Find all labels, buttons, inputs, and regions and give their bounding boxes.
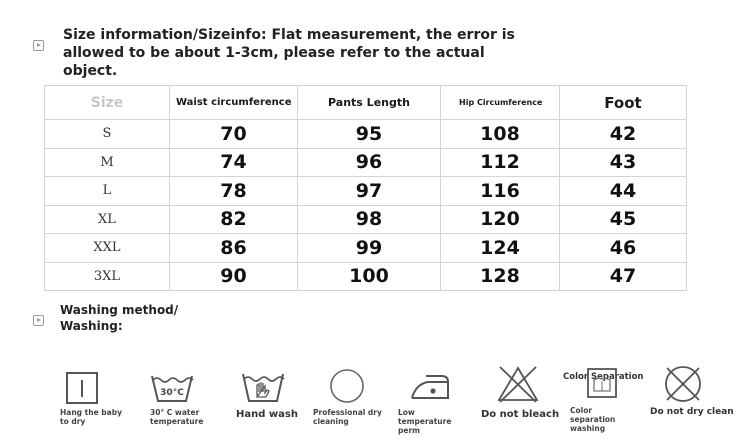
waist-cell: 78 xyxy=(170,177,298,206)
wash-temp-text: 30°C xyxy=(160,388,184,398)
low-temperature-iron-icon xyxy=(408,370,452,404)
foot-cell: 42 xyxy=(560,120,687,149)
size-table xyxy=(44,85,687,291)
hip-cell: 108 xyxy=(441,120,560,149)
hip-cell: 112 xyxy=(441,148,560,177)
size-cell: L xyxy=(45,177,170,206)
wash-30-icon xyxy=(148,372,196,404)
do-not-dry-clean-label: Do not dry clean xyxy=(650,407,734,417)
size-table-header-row xyxy=(45,86,687,120)
header-size: Size xyxy=(45,86,170,120)
do-not-bleach-label: Do not bleach xyxy=(481,409,560,420)
table-row xyxy=(45,120,687,149)
size-cell: XL xyxy=(45,205,170,234)
low-temperature-iron-label: Low temperature perm xyxy=(398,408,452,435)
hip-cell: 128 xyxy=(441,262,560,291)
waist-cell: 90 xyxy=(170,262,298,291)
foot-cell: 47 xyxy=(560,262,687,291)
professional-dry-cleaning-icon xyxy=(327,367,367,405)
waist-cell: 74 xyxy=(170,148,298,177)
hip-cell: 120 xyxy=(441,205,560,234)
professional-dry-cleaning-label: Professional dry cleaning xyxy=(313,408,382,426)
table-row xyxy=(45,234,687,263)
waist-cell: 70 xyxy=(170,120,298,149)
table-row xyxy=(45,205,687,234)
header-foot: Foot xyxy=(560,86,687,120)
size-info-heading: Size information/Sizeinfo: Flat measurement, the error is allowed to be about 1-3cm, please refer to the actual object. xyxy=(63,27,515,79)
size-cell: 3XL xyxy=(45,262,170,291)
size-cell: XXL xyxy=(45,234,170,263)
foot-cell: 46 xyxy=(560,234,687,263)
table-row xyxy=(45,262,687,291)
hand-wash-label: Hand wash xyxy=(236,409,298,420)
size-cell: M xyxy=(45,148,170,177)
hang-dry-icon xyxy=(64,371,100,405)
hang-dry-label: Hang the baby to dry xyxy=(60,408,122,426)
foot-cell: 43 xyxy=(560,148,687,177)
pants-length-cell: 100 xyxy=(298,262,441,291)
color-separation-icon xyxy=(586,367,618,399)
washing-heading: Washing method/ Washing: xyxy=(60,303,179,333)
waist-cell: 82 xyxy=(170,205,298,234)
color-separation-title: Color Separation xyxy=(563,372,644,382)
waist-cell: 86 xyxy=(170,234,298,263)
size-info-bullet-icon xyxy=(33,40,44,51)
foot-cell: 45 xyxy=(560,205,687,234)
hand-wash-icon xyxy=(239,370,287,404)
hip-cell: 124 xyxy=(441,234,560,263)
pants-length-cell: 99 xyxy=(298,234,441,263)
pants-length-cell: 97 xyxy=(298,177,441,206)
do-not-bleach-icon xyxy=(496,364,540,404)
pants-length-cell: 95 xyxy=(298,120,441,149)
wash-30-label: 30° C water temperature xyxy=(150,408,204,426)
table-row xyxy=(45,148,687,177)
pants-length-cell: 98 xyxy=(298,205,441,234)
table-row xyxy=(45,177,687,206)
size-cell: S xyxy=(45,120,170,149)
do-not-dry-clean-icon xyxy=(662,364,704,404)
color-separation-label: Color separation washing xyxy=(570,406,616,433)
washing-bullet-icon xyxy=(33,315,44,326)
header-waist: Waist circumference xyxy=(170,86,298,120)
foot-cell: 44 xyxy=(560,177,687,206)
pants-length-cell: 96 xyxy=(298,148,441,177)
hip-cell: 116 xyxy=(441,177,560,206)
header-pants-length: Pants Length xyxy=(298,86,441,120)
header-hip: Hip Circumference xyxy=(441,86,560,120)
